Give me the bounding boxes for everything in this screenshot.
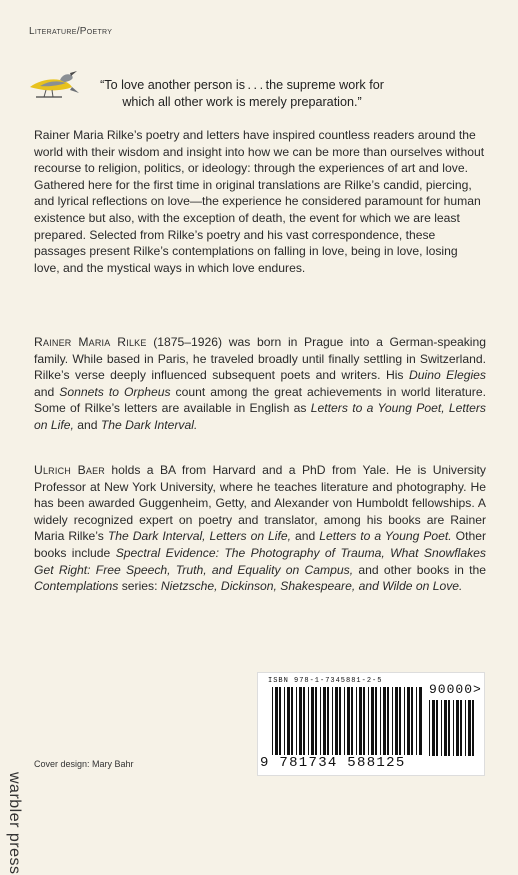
barcode-bar [375,687,377,755]
barcode-bar [436,700,438,756]
isbn-barcode [257,672,485,776]
barcode-bar [284,687,285,755]
baer-bio-text: series: [118,579,161,594]
barcode-bar [404,687,405,755]
rilke-bio-text: and [73,417,101,432]
barcode-bar [287,687,290,755]
barcode-bar [320,687,321,755]
barcode-bar [383,687,386,755]
category-label: Literature/Poetry [29,26,113,37]
barcode-bar [368,687,369,755]
barcode-bar [416,687,417,755]
work-title: Spectral Evidence: The Photography of Trauma, What Snowflakes Get Right: Free Speech, Truth, and Equality on Campus, [34,545,486,577]
barcode-bar [291,687,293,755]
isbn-label: ISBN 978-1-7345881-2-5 [268,677,383,685]
rilke-bio-text: (1875–1926) was born in Prague into a German-speaking family. While based in Paris, he traveled broadly until finally settling in Switzerland. Rilke’s verse deeply influenced subsequent poets and writers. His [34,335,486,383]
barcode-bar [453,700,454,756]
addon-barcode-bars [429,700,479,758]
baer-bio-text: holds a BA from Harvard and a PhD from Yale. He is University Professor at New York University, where he teaches literature and photography. He has been awarded Guggenheim, Getty, and Alexander von Humboldt fellowships. A widely recognized expert on poetry and translator, among his books are Rainer Maria Rilke’s [34,463,486,544]
work-title: Letters to a Young Poet. [319,529,452,544]
pull-quote: “To love another person is . . . the supreme work for which all other work is merely preparation.” [100,78,384,109]
publisher-name: warbler press [6,772,23,875]
barcode-bar [323,687,326,755]
barcode-bar [344,687,345,755]
baer-bio-text: Other books include [34,529,486,560]
barcode-bar [339,687,341,755]
barcode-bar [444,700,447,756]
barcode-bar [456,700,459,756]
barcode-bar [472,700,474,756]
description-paragraph: Rainer Maria Rilke’s poetry and letters have inspired countless readers around the world with their wisdom and insight into how we can be more than ourselves without recourse to religion, politics, or ideology: through the experiences of art and love. Gathered here for the first time in original translations are Rilke’s candid, piercing, and lyrical reflections on love—the experience he considered paramount for human existence but also, with the exception of death, the event for which we are least prepared. Selected from Rilke’s poetry and his vast correspondence, these passages present Rilke’s contemplations on falling in love, being in love, losing love, and the mystical ways in which love endures. [34,128,485,275]
barcode-bar [363,687,365,755]
barcode-bar [359,687,362,755]
barcode-bar [332,687,333,755]
rilke-name: Rainer Maria Rilke [34,335,147,349]
rilke-bio-text: count among the great achievements in world literature. Some of Rilke’s letters are available in English as [34,384,486,416]
barcode-bar [335,687,338,755]
barcode-digits: 9 781734 588125 [260,755,406,771]
barcode-bar [347,687,350,755]
work-title: Sonnets to Orpheus [59,384,171,399]
rilke-bio-paragraph [34,334,486,434]
barcode-bar [315,687,317,755]
barcode-bar [351,687,353,755]
barcode-bar [392,687,393,755]
barcode-bar [395,687,398,755]
barcode-bar [308,687,309,755]
barcode-bar [272,687,273,755]
barcode-bar [407,687,410,755]
baer-name: Ulrich Baer [34,463,105,477]
work-title: Letters to a Young Poet, Letters on Life, [34,401,486,432]
barcode-bar [432,700,435,756]
barcode-bar [371,687,374,755]
barcode-bar [399,687,401,755]
barcode-bar [419,687,422,755]
barcode-bar [296,687,297,755]
barcode-bar [441,700,442,756]
baer-bio-text: and [291,529,320,544]
barcode-bar [299,687,302,755]
work-title: Nietzsche, Dickinson, Shakespeare, and Wilde on Love. [160,579,463,594]
barcode-bar [275,687,278,755]
baer-bio-paragraph [34,462,486,595]
price-addon-code: 90000> [429,682,482,697]
barcode-bar [411,687,413,755]
barcode-bar [468,700,471,756]
baer-bio-text: and other books in the [353,562,486,577]
work-title: The Dark Interval, Letters on Life, [107,529,292,544]
barcode-bar [327,687,329,755]
work-title: Contemplations [34,579,119,594]
barcode-bar [356,687,357,755]
barcode-bar [460,700,462,756]
work-title: The Dark Interval. [100,417,198,432]
cover-design-credit: Cover design: Mary Bahr [34,759,134,769]
barcode-bar [465,700,466,756]
barcode-bar [303,687,305,755]
work-title: Duino Elegies [408,368,486,383]
barcode-bar [380,687,381,755]
rilke-bio-text: and [34,384,60,399]
barcode-bar [448,700,450,756]
barcode-bar [279,687,281,755]
barcode-bar [387,687,389,755]
barcode-bars [272,687,422,759]
warbler-bird-icon [26,66,84,100]
barcode-bar [311,687,314,755]
barcode-bar [429,700,430,756]
